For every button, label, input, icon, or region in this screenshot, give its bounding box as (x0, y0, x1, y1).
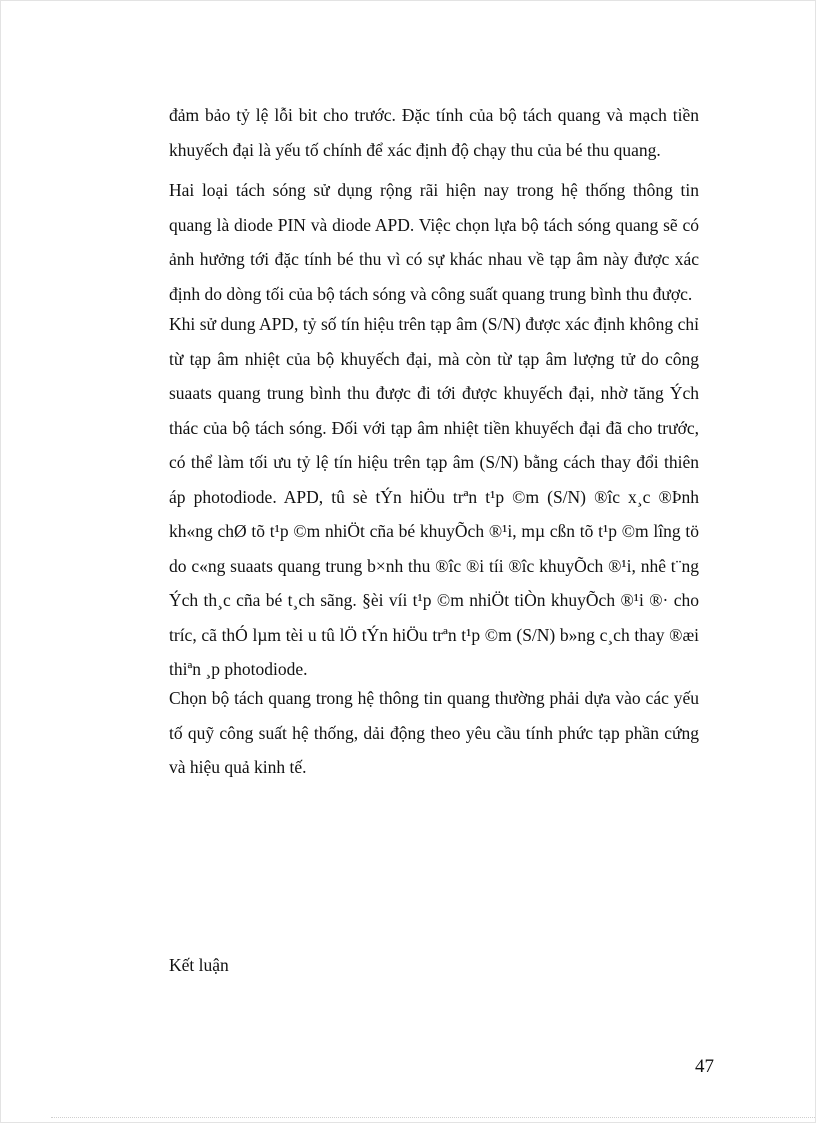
paragraph-1: đảm bảo tỷ lệ lỗi bit cho trước. Đặc tính của bộ tách quang và mạch tiền khuyếch đại là yếu tố chính để xác định độ chạy thu của bé thu quang. (169, 105, 699, 160)
paragraph-3 (169, 307, 699, 687)
paragraph-2-text: Hai loại tách sóng sử dụng rộng rãi hiện nay trong hệ thống thông tin quang là diode PIN và diode APD. Việc chọn lựa bộ tách sóng quang sẽ có ảnh hưởng tới đặc tính bé thu vì có sự khác nhau về tạp âm này được xác định do dòng tối của bộ tách sóng và công suất quang trung bình thu được. (169, 180, 699, 304)
section-heading: Kết luận (169, 955, 229, 975)
paragraph-3-text: Khi sử dung APD, tỷ số tín hiệu trên tạp âm (S/N) được xác định không chỉ từ tạp âm nhiệt của bộ khuyếch đại, mà còn từ tạp âm lượng tử do công suaats quang trung bình thu được đi tới được khuyếch đại, nhờ tăng Ých thác của bộ tách sóng. Đối với tạp âm nhiệt tiền khuyếch đại đã cho trước, có thể làm tối ưu tỷ lệ tín hiệu trên tạp âm (S/N) bằng cách thay đổi thiên áp photodiode. APD, tû sè tÝn hiÖu trªn t¹p ©m (S/N) ®îc x¸c ®Þnh kh«ng chØ tõ t¹p ©m nhiÖt cña bé khuyÕch ®¹i, mµ cßn tõ t¹p ©m lîng tö do c«ng suaats quang trung b×nh thu ®îc ®i tíi ®îc khuyÕch ®¹i, nhê t¨ng Ých th¸c cña bé t¸ch sãng. §èi víi t¹p ©m nhiÖt tiÒn khuyÕch ®¹i ®· cho tríc, cã thÓ lµm tèi u tû lÖ tÝn hiÖu trªn t¹p ©m (S/N) b»ng c¸ch thay ®æi thiªn ¸p photodiode. (169, 314, 699, 679)
paragraph-4 (169, 681, 699, 785)
paragraph-4-text: Chọn bộ tách quang trong hệ thông tin quang thường phải dựa vào các yếu tố quỹ công suất hệ thống, dải động theo yêu cầu tính phức tạp phần cứng và hiệu quả kinh tế. (169, 688, 699, 777)
footer-divider (51, 1117, 815, 1118)
page-number: 47 (695, 1056, 714, 1077)
paragraph-2 (169, 173, 699, 311)
